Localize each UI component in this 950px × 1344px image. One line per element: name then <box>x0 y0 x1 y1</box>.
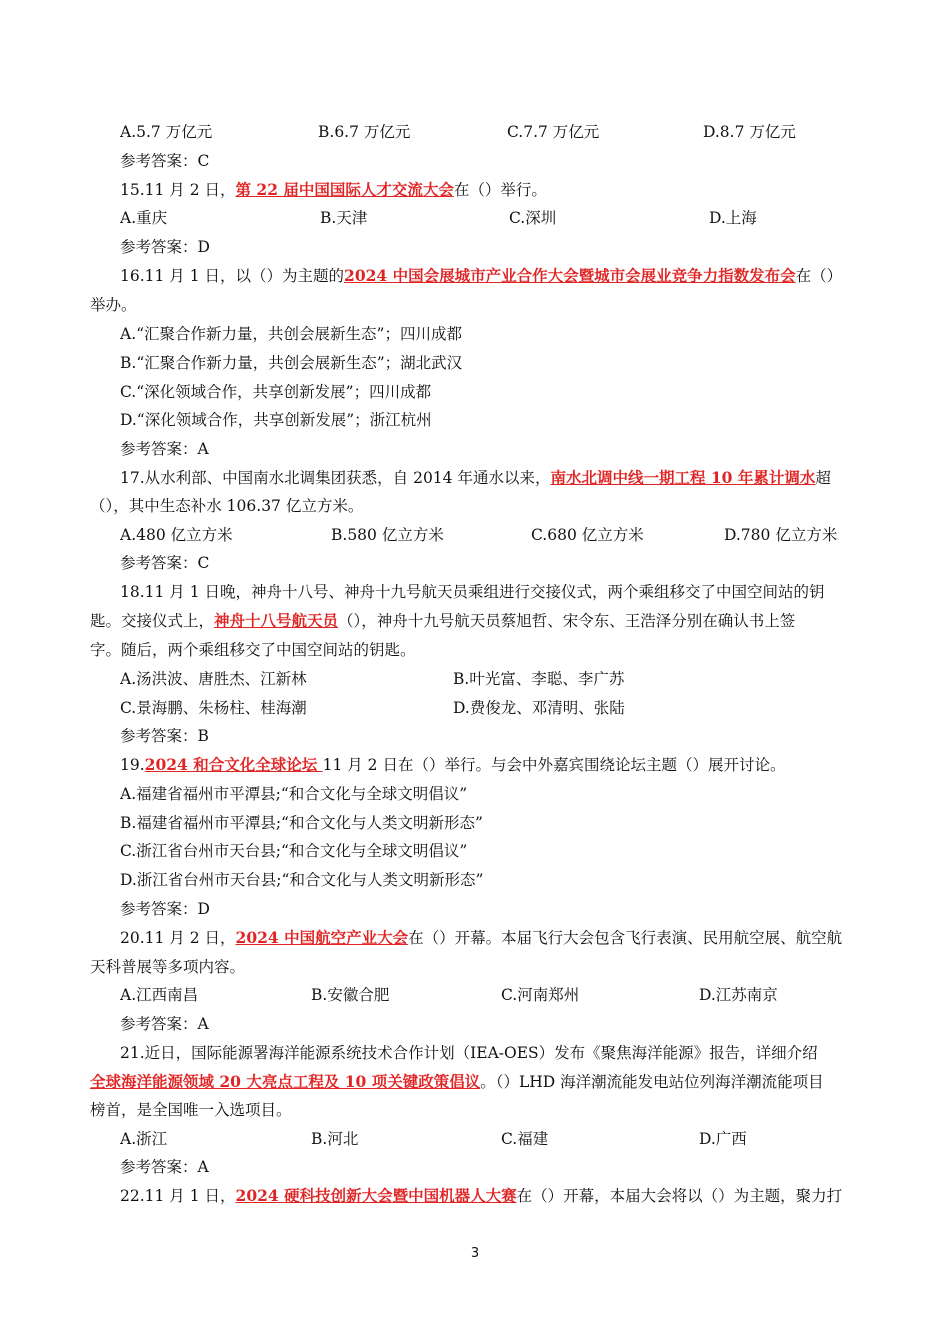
q18-option-d: D.费俊龙、邓清明、张陆 <box>453 699 625 717</box>
q14-option-c: C.7.7 万亿元 <box>507 123 600 141</box>
q20-option-c: C.河南郑州 <box>501 986 580 1004</box>
q19-question <box>120 754 785 776</box>
q22-highlight: 2024 硬科技创新大会暨中国机器人大赛 <box>235 1186 517 1205</box>
q17-question-line2: （），其中生态补水 106.37 亿立方米。 <box>90 497 364 515</box>
q14-option-b: B.6.7 万亿元 <box>318 123 411 141</box>
q21-option-c: C.福建 <box>501 1130 549 1148</box>
q16-question <box>120 265 842 287</box>
q18-option-b: B.叶光富、李聪、李广苏 <box>453 670 625 688</box>
q19-highlight: 2024 和合文化全球论坛 <box>144 755 323 774</box>
q17-option-a: A.480 亿立方米 <box>120 526 233 544</box>
q14-option-d: D.8.7 万亿元 <box>703 123 796 141</box>
q20-prefix: 20.11 月 2 日， <box>120 929 236 947</box>
q18-option-c: C.景海鹏、朱杨柱、桂海潮 <box>120 699 307 717</box>
q17-question <box>120 467 831 489</box>
q17-option-b: B.580 亿立方米 <box>331 526 444 544</box>
q15-prefix: 15.11 月 2 日， <box>120 181 236 199</box>
q15-option-a: A.重庆 <box>120 209 168 227</box>
q17-option-d: D.780 亿立方米 <box>724 526 838 544</box>
q14-option-a: A.5.7 万亿元 <box>120 123 213 141</box>
q16-option-c: C.“深化领域合作，共享创新发展”；四川成都 <box>120 383 432 401</box>
q19-suffix: 11 月 2 日在（）举行。与会中外嘉宾围绕论坛主题（）展开讨论。 <box>322 756 786 774</box>
q18-option-a: A.汤洪波、唐胜杰、江新林 <box>120 670 307 688</box>
q21-highlight: 全球海洋能源领域 20 大亮点工程及 10 项关键政策倡议 <box>90 1072 481 1091</box>
q22-question <box>120 1185 842 1207</box>
q20-option-d: D.江苏南京 <box>699 986 778 1004</box>
q16-answer: 参考答案：A <box>120 440 209 458</box>
q20-highlight: 2024 中国航空产业大会 <box>235 928 409 947</box>
q21-option-b: B.河北 <box>311 1130 359 1148</box>
q16-suffix: 在（） <box>795 267 843 285</box>
q20-question-line2: 天科普展等多项内容。 <box>90 958 246 976</box>
q17-suffix: 超 <box>815 469 831 487</box>
q19-prefix: 19. <box>120 756 145 774</box>
q21-option-d: D.广西 <box>699 1130 747 1148</box>
q15-highlight: 第 22 届中国国际人才交流大会 <box>235 180 454 199</box>
q20-option-a: A.江西南昌 <box>120 986 199 1004</box>
q21-question-line2 <box>90 1071 824 1093</box>
q16-option-d: D.“深化领域合作，共享创新发展”；浙江杭州 <box>120 411 432 429</box>
q22-prefix: 22.11 月 1 日， <box>120 1187 236 1205</box>
q16-prefix: 16.11 月 1 日，以（）为主题的 <box>120 267 345 285</box>
q20-question <box>120 927 842 949</box>
q16-question-line2: 举办。 <box>90 296 137 314</box>
q17-highlight: 南水北调中线一期工程 10 年累计调水 <box>550 468 816 487</box>
q19-option-b: B.福建省福州市平潭县;“和合文化与人类文明新形态” <box>120 814 483 832</box>
q16-highlight: 2024 中国会展城市产业合作大会暨城市会展业竞争力指数发布会 <box>344 266 796 285</box>
q19-option-a: A.福建省福州市平潭县;“和合文化与全球文明倡议” <box>120 785 468 803</box>
q19-option-c: C.浙江省台州市天台县;“和合文化与全球文明倡议” <box>120 842 468 860</box>
q21-option-a: A.浙江 <box>120 1130 168 1148</box>
q18-answer: 参考答案：B <box>120 727 209 745</box>
q16-option-b: B.“汇聚合作新力量，共创会展新生态”；湖北武汉 <box>120 354 463 372</box>
q18-suffix: （），神舟十九号航天员蔡旭哲、宋令东、王浩泽分别在确认书上签 <box>338 612 796 630</box>
q15-answer: 参考答案：D <box>120 238 210 256</box>
q21-suffix: 。（）LHD 海洋潮流能发电站位列海洋潮流能项目 <box>480 1073 824 1091</box>
q21-answer: 参考答案：A <box>120 1158 209 1176</box>
q18-prefix: 匙。交接仪式上， <box>90 612 215 630</box>
q17-option-c: C.680 亿立方米 <box>531 526 644 544</box>
q15-suffix: 在（）举行。 <box>453 181 547 199</box>
q17-prefix: 17.从水利部、中国南水北调集团获悉，自 2014 年通水以来， <box>120 469 551 487</box>
q19-option-d: D.浙江省台州市天台县;“和合文化与人类文明新形态” <box>120 871 484 889</box>
page-number: 3 <box>470 1246 480 1261</box>
q18-highlight: 神舟十八号航天员 <box>214 611 339 630</box>
q17-answer: 参考答案：C <box>120 554 210 572</box>
q21-question-line3: 榜首，是全国唯一入选项目。 <box>90 1101 292 1119</box>
q14-answer: 参考答案：C <box>120 152 210 170</box>
q18-question-line3: 字。随后，两个乘组移交了中国空间站的钥匙。 <box>90 641 416 659</box>
q18-question-line2 <box>90 610 795 632</box>
q20-answer: 参考答案：A <box>120 1015 209 1033</box>
q19-answer: 参考答案：D <box>120 900 210 918</box>
q20-suffix: 在（）开幕。本届飞行大会包含飞行表演、民用航空展、航空航 <box>408 929 843 947</box>
q22-suffix: 在（）开幕，本届大会将以（）为主题，聚力打 <box>516 1187 843 1205</box>
q15-option-c: C.深圳 <box>509 209 557 227</box>
q15-option-d: D.上海 <box>709 209 757 227</box>
q20-option-b: B.安徽合肥 <box>311 986 390 1004</box>
q16-option-a: A.“汇聚合作新力量，共创会展新生态”；四川成都 <box>120 325 462 343</box>
q18-question-line1: 18.11 月 1 日晚，神舟十八号、神舟十九号航天员乘组进行交接仪式，两个乘组移交了中国空间站的钥 <box>120 583 825 601</box>
q21-question-line1: 21.近日，国际能源署海洋能源系统技术合作计划（IEA-OES）发布《聚焦海洋能源》报告，详细介绍 <box>120 1044 818 1062</box>
q15-option-b: B.天津 <box>320 209 368 227</box>
q15-question <box>120 179 547 201</box>
